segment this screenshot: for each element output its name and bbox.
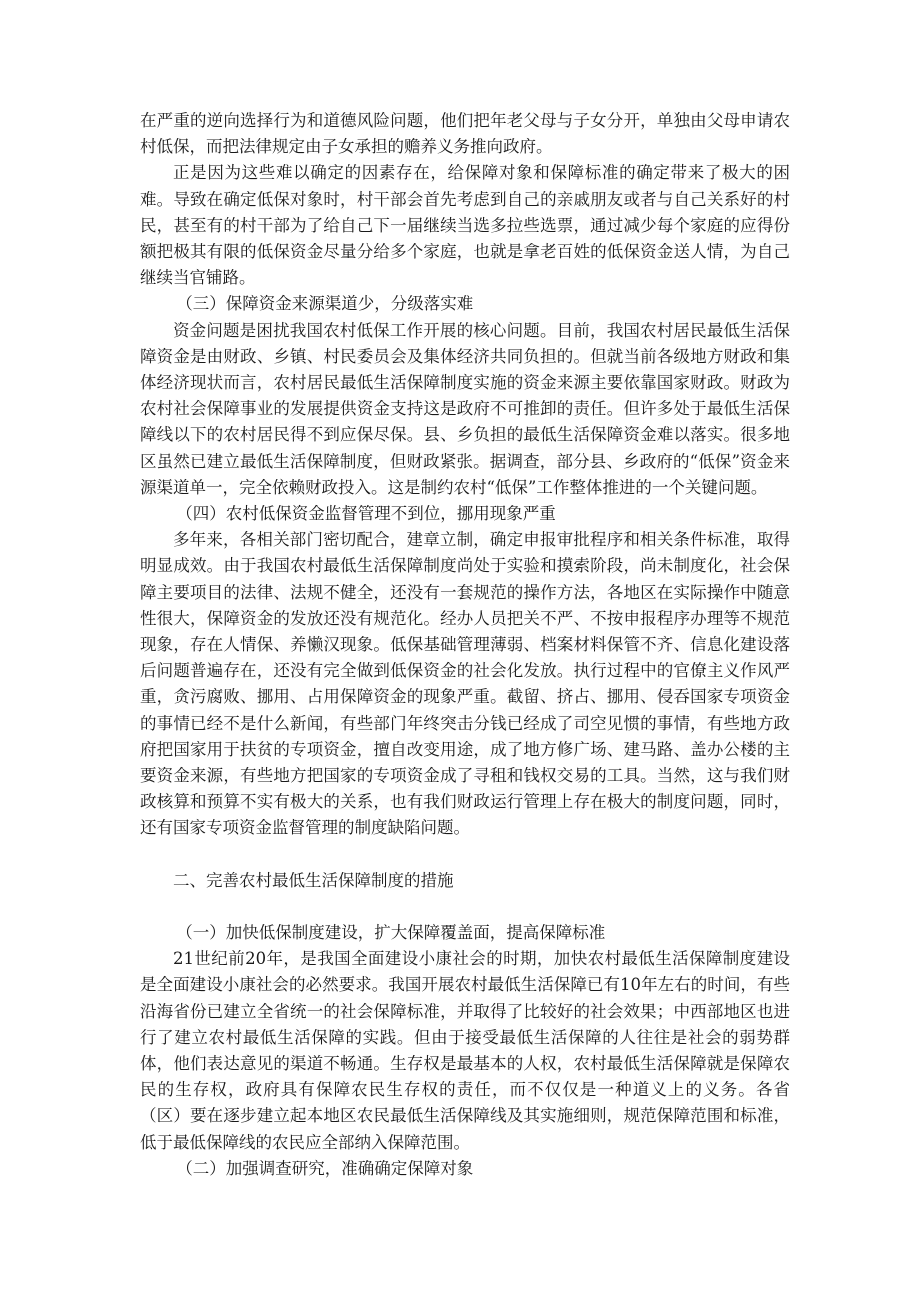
subsection-heading: （三）保障资金来源渠道少，分级落实难: [176, 294, 474, 314]
section-heading: 二、完善农村最低生活保障制度的措施: [173, 870, 454, 890]
subsection-heading: （一）加快低保制度建设，扩大保障覆盖面，提高保障标准: [176, 922, 606, 942]
paragraph-continuation: 在严重的逆向选择行为和道德风险问题，他们把年老父母与子女分开，单独由父母申请农村低保，而把法律规定由子女承担的赡养义务推向政府。: [140, 111, 790, 157]
subsection-heading: （四）农村低保资金监督管理不到位，挪用现象严重: [176, 504, 556, 524]
paragraph-body: 资金问题是困扰我国农村低保工作开展的核心问题。目前，我国农村居民最低生活保障资金是由财政、乡镇、村民委员会及集体经济共同负担的。但就当前各级地方财政和集体经济现状而言，农村居民最低生活保障制度实施的资金来源主要依靠国家财政。财政为农村社会保障事业的发展提供资金支持这是政府不可推卸的责任。但许多处于最低生活保障线以下的农村居民得不到应保尽保。县、乡负担的最低生活保障资金难以落实。很多地区虽然已建立最低生活保障制度，但财政紧张。据调查，部分县、乡政府的“低保”资金来源渠道单一，完全依赖财政投入。这是制约农村“低保”工作整体推进的一个关键问题。: [140, 320, 790, 497]
paragraph-body: 正是因为这些难以确定的因素存在，给保障对象和保障标准的确定带来了极大的困难。导致在确定低保对象时，村干部会首先考虑到自己的亲戚朋友或者与自己关系好的村民，甚至有的村干部为了给自己下一届继续当选多拉些选票，通过减少每个家庭的应得份额把极其有限的低保资金尽量分给多个家庭，也就是拿老百姓的低保资金送人情，为自己继续当官铺路。: [140, 163, 790, 288]
paragraph-body: 21世纪前20年，是我国全面建设小康社会的时期，加快农村最低生活保障制度建设是全面建设小康社会的必然要求。我国开展农村最低生活保障已有10年左右的时间，有些沿海省份已建立全省统一的社会保障标准，并取得了比较好的社会效果；中西部地区也进行了建立农村最低生活保障的实践。但由于接受最低生活保障的人往往是社会的弱势群体，他们表达意见的渠道不畅通。生存权是最基本的人权，农村最低生活保障就是保障农民的生存权，政府具有保障农民生存权的责任，而不仅仅是一种道义上的义务。各省（区）要在逐步建立起本地区农民最低生活保障线及其实施细则，规范保障范围和标准，低于最低保障线的农民应全部纳入保障范围。: [140, 949, 790, 1152]
subsection-heading: （二）加强调查研究，准确确定保障对象: [176, 1158, 474, 1178]
paragraph-body: 多年来，各相关部门密切配合，建章立制，确定申报审批程序和相关条件标准，取得明显成效。由于我国农村最低生活保障制度尚处于实验和摸索阶段，尚未制度化，社会保障主要项目的法律、法规不健全，还没有一套规范的操作方法，各地区在实际操作中随意性很大，保障资金的发放还没有规范化。经办人员把关不严、不按申报程序办理等不规范现象，存在人情保、养懒汉现象。低保基础管理薄弱、档案材料保管不齐、信息化建设落后问题普遍存在，还没有完全做到低保资金的社会化发放。执行过程中的官僚主义作风严重，贪污腐败、挪用、占用保障资金的现象严重。截留、挤占、挪用、侵吞国家专项资金的事情已经不是什么新闻，有些部门年终突击分钱已经成了司空见惯的事情，有些地方政府把国家用于扶贫的专项资金，擅自改变用途，成了地方修广场、建马路、盖办公楼的主要资金来源，有些地方把国家的专项资金成了寻租和钱权交易的工具。当然，这与我们财政核算和预算不实有极大的关系，也有我们财政运行管理上存在极大的制度问题，同时，还有国家专项资金监督管理的制度缺陷问题。: [140, 530, 790, 838]
document-page: [140, 108, 790, 1182]
